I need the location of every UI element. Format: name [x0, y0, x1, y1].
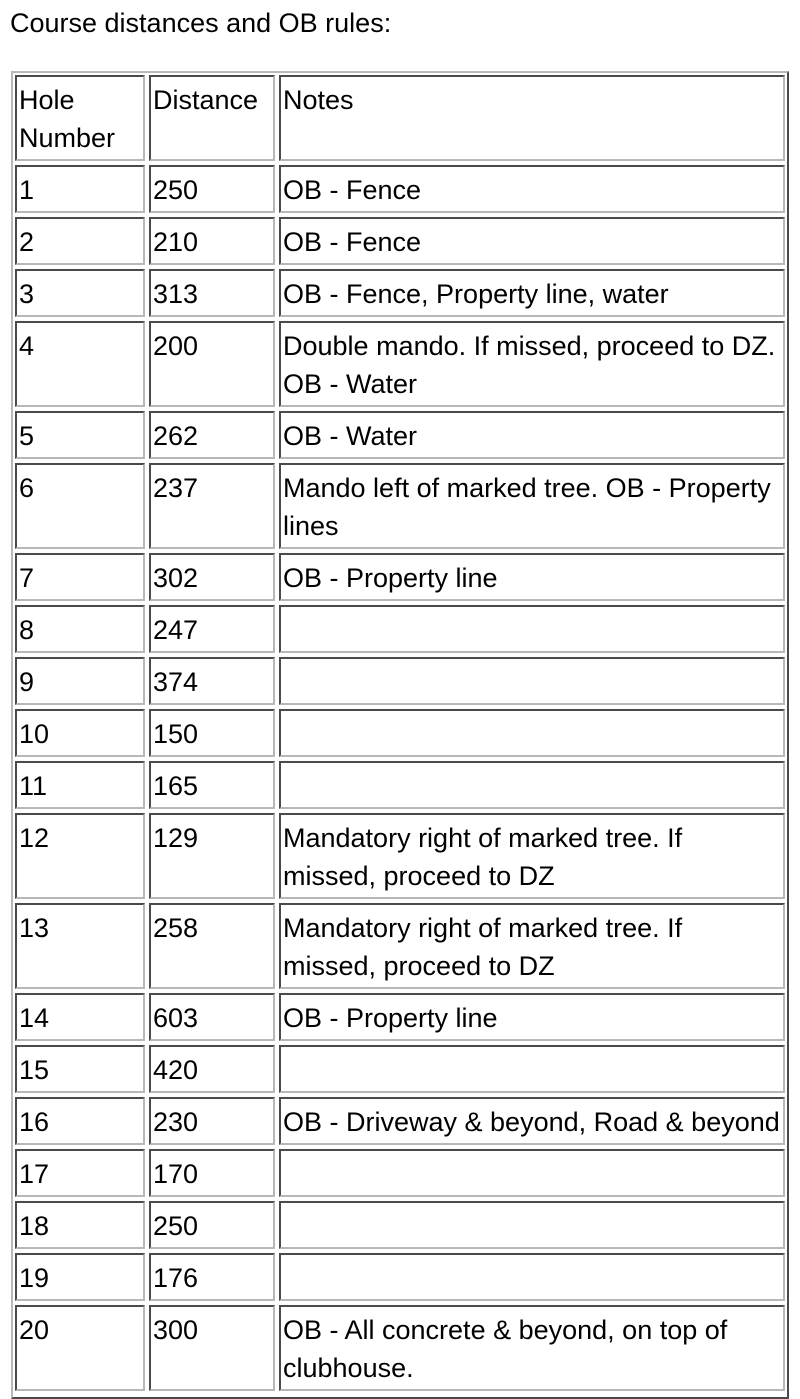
cell-hole-number: 13: [15, 903, 145, 989]
cell-distance: 420: [149, 1045, 275, 1093]
table-row: [15, 165, 785, 213]
cell-notes: [279, 1201, 785, 1249]
cell-hole-number: 10: [15, 709, 145, 757]
table-row: [15, 605, 785, 653]
cell-hole-number: 12: [15, 813, 145, 899]
cell-hole-number: 14: [15, 993, 145, 1041]
table-row: [15, 903, 785, 989]
cell-notes: OB - All concrete & beyond, on top of clubhouse.: [279, 1305, 785, 1391]
cell-distance: 200: [149, 321, 275, 407]
cell-notes: [279, 605, 785, 653]
cell-notes: Mandatory right of marked tree. If missed, proceed to DZ: [279, 903, 785, 989]
cell-distance: 258: [149, 903, 275, 989]
table-row: [15, 217, 785, 265]
cell-notes: OB - Water: [279, 411, 785, 459]
cell-hole-number: 9: [15, 657, 145, 705]
course-table: [11, 71, 789, 1399]
cell-notes: OB - Driveway & beyond, Road & beyond: [279, 1097, 785, 1145]
table-row: [15, 553, 785, 601]
cell-hole-number: 5: [15, 411, 145, 459]
cell-notes: Mando left of marked tree. OB - Property lines: [279, 463, 785, 549]
cell-distance: 313: [149, 269, 275, 317]
cell-notes: OB - Property line: [279, 993, 785, 1041]
cell-hole-number: 8: [15, 605, 145, 653]
cell-distance: 150: [149, 709, 275, 757]
page-heading: Course distances and OB rules:: [10, 8, 392, 38]
course-distances-table: [11, 71, 789, 1395]
table-row: [15, 709, 785, 757]
table-row: [15, 269, 785, 317]
cell-notes: [279, 709, 785, 757]
cell-distance: 247: [149, 605, 275, 653]
cell-hole-number: 4: [15, 321, 145, 407]
cell-hole-number: 6: [15, 463, 145, 549]
cell-hole-number: 1: [15, 165, 145, 213]
header-row: [15, 75, 785, 161]
table-row: [15, 657, 785, 705]
header-distance: Distance: [149, 75, 275, 161]
table-row: [15, 463, 785, 549]
table-row: [15, 1253, 785, 1301]
table-row: [15, 1149, 785, 1197]
cell-hole-number: 3: [15, 269, 145, 317]
cell-notes: [279, 1253, 785, 1301]
cell-distance: 374: [149, 657, 275, 705]
cell-hole-number: 18: [15, 1201, 145, 1249]
table-row: [15, 1097, 785, 1145]
header-notes: Notes: [279, 75, 785, 161]
cell-notes: OB - Fence, Property line, water: [279, 269, 785, 317]
cell-distance: 300: [149, 1305, 275, 1391]
table-row: [15, 1305, 785, 1391]
cell-hole-number: 16: [15, 1097, 145, 1145]
cell-distance: 176: [149, 1253, 275, 1301]
cell-hole-number: 15: [15, 1045, 145, 1093]
cell-hole-number: 17: [15, 1149, 145, 1197]
cell-hole-number: 2: [15, 217, 145, 265]
table-row: [15, 411, 785, 459]
cell-notes: Mandatory right of marked tree. If missed, proceed to DZ: [279, 813, 785, 899]
cell-hole-number: 19: [15, 1253, 145, 1301]
table-row: [15, 993, 785, 1041]
cell-distance: 165: [149, 761, 275, 809]
cell-distance: 170: [149, 1149, 275, 1197]
cell-hole-number: 11: [15, 761, 145, 809]
cell-distance: 230: [149, 1097, 275, 1145]
cell-hole-number: 7: [15, 553, 145, 601]
cell-distance: 250: [149, 1201, 275, 1249]
table-row: [15, 321, 785, 407]
cell-hole-number: 20: [15, 1305, 145, 1391]
cell-notes: Double mando. If missed, proceed to DZ. OB - Water: [279, 321, 785, 407]
cell-distance: 603: [149, 993, 275, 1041]
table-row: [15, 1201, 785, 1249]
cell-notes: OB - Property line: [279, 553, 785, 601]
cell-distance: 237: [149, 463, 275, 549]
cell-notes: OB - Fence: [279, 217, 785, 265]
header-hole-number: Hole Number: [15, 75, 145, 161]
table-row: [15, 813, 785, 899]
cell-notes: [279, 1045, 785, 1093]
table-row: [15, 1045, 785, 1093]
cell-notes: [279, 657, 785, 705]
cell-distance: 210: [149, 217, 275, 265]
cell-distance: 302: [149, 553, 275, 601]
cell-distance: 262: [149, 411, 275, 459]
table-row: [15, 761, 785, 809]
cell-notes: [279, 1149, 785, 1197]
cell-distance: 129: [149, 813, 275, 899]
cell-notes: OB - Fence: [279, 165, 785, 213]
cell-notes: [279, 761, 785, 809]
cell-distance: 250: [149, 165, 275, 213]
